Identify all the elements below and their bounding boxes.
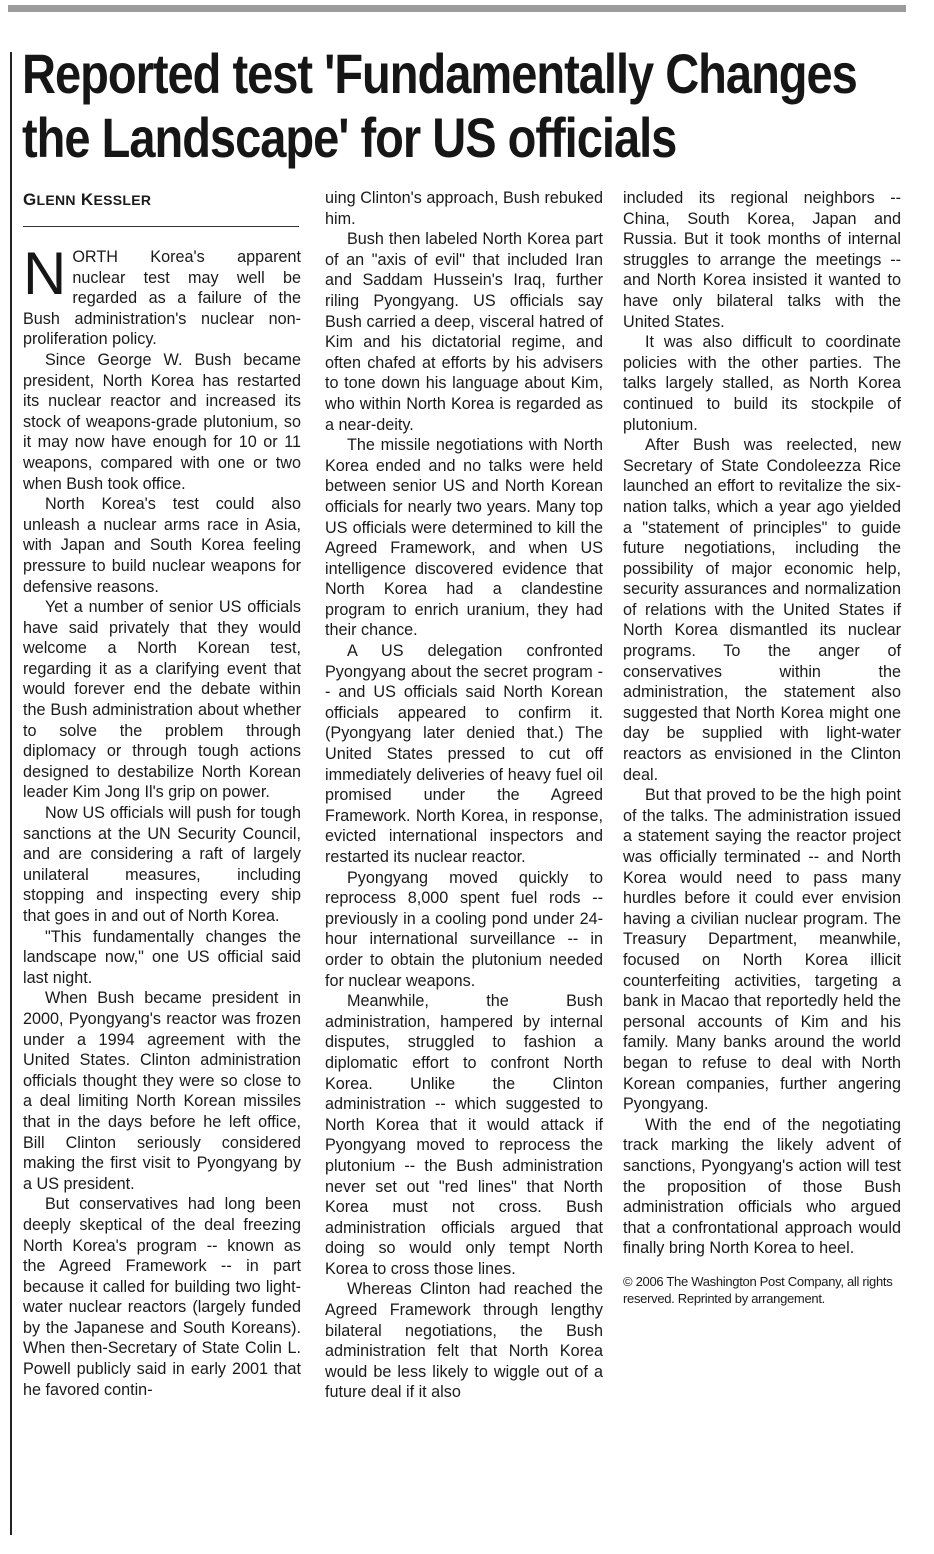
paragraph: Whereas Clinton had reached the Agreed Framework through lengthy bilateral negotiations, the Bush administration felt that North Korea would be less likely to wiggle out of a future deal if it also [325,1280,603,1402]
paragraph: "This fundamentally changes the landscape now," one US official said last night. [23,927,301,987]
left-column-rule [10,52,12,1535]
byline-last-rest: ESSLER [93,192,152,208]
paragraph: North Korea's test could also unleash a nuclear arms race in Asia, with Japan and South Korea feeling pressure to build nuclear weapons for defensive reasons. [23,495,301,596]
paragraph-text: ORTH Korea's apparent nuclear test may well be regarded as a failure of the Bush administration's nuclear non-proliferation policy. [23,248,301,349]
byline-last-initial: K [80,190,94,209]
paragraph: Now US officials will push for tough sanctions at the UN Security Council, and are considering a raft of largely unilateral measures, including stopping and inspecting every ship that goes in and out of North Korea. [23,804,301,925]
paragraph: Yet a number of senior US officials have said privately that they would welcome a North Korean test, regarding it as a clarifying event that would forever end the debate within the Bush administration about whether to solve the problem through diplomacy or through tough actions designed to destabilize North Korean leader Kim Jong Il's grip on power. [23,598,301,802]
top-border-bar [8,5,906,12]
article-column-2 [325,188,603,1403]
headline-line-2: the Landscape' for US officials [22,106,677,169]
paragraph: But conservatives had long been deeply skeptical of the deal freezing North Korea's program -- known as the Agreed Framework -- in part because it called for building two light-water nuclear reactors (largely funded by the Japanese and South Koreans). When then-Secretary of State Colin L. Powell publicly said in early 2001 that he favored contin- [23,1195,301,1399]
paragraph: Pyongyang moved quickly to reprocess 8,000 spent fuel rods -- previously in a cooling pond under 24-hour international surveillance -- in order to obtain the plutonium needed for nuclear weapons. [325,868,603,990]
paragraph: uing Clinton's approach, Bush rebuked him. [325,189,603,228]
paragraph: With the end of the negotiating track marking the likely advent of sanctions, Pyongyang's action will test the proposition of those Bush administration officials who argued that a confrontational approach would finally bring North Korea to heel. [623,1115,901,1258]
article-column-1 [23,240,301,1400]
paragraph: Bush then labeled North Korea part of an "axis of evil" that included Iran and Saddam Hussein's Iraq, further riling Pyongyang. US officials say Bush carried a deep, visceral hatred of Kim and his dictatorial regime, and often chafed at efforts by his advisers to tone down his language about Kim, who within North Korea is regarded as a near-deity. [325,230,603,434]
paragraph: When Bush became president in 2000, Pyongyang's reactor was frozen under a 1994 agreement with the United States. Clinton administration officials thought they were so close to a deal limiting North Korean missiles that in the days before he left office, Bill Clinton seriously considered making the first visit to Pyongyang by a US president. [23,989,301,1193]
paragraph: A US delegation confronted Pyongyang about the secret program -- and US officials said North Korean officials appeared to confirm it. (Pyongyang later denied that.) The United States pressed to cut off immediately deliveries of heavy fuel oil promised under the Agreed Framework. North Korea, in response, evicted international inspectors and restarted its nuclear reactor. [325,642,603,866]
drop-cap: N [23,240,67,307]
byline [23,190,151,210]
paragraph: included its regional neighbors -- China, South Korea, Japan and Russia. But it took months of internal struggles to arrange the meetings -- and North Korea insisted it wanted to have only bilateral talks with the United States. [623,189,901,331]
headline [22,42,857,170]
headline-line-1: Reported test 'Fundamentally Changes [22,42,857,105]
paragraph: After Bush was reelected, new Secretary of State Condoleezza Rice launched an effort to revitalize the six-nation talks, which a year ago yielded a "statement of principles" to guide future negotiations, including the possibility of major economic help, security assurances and normalization of relations with the United States if North Korea dismantled its nuclear programs. To the anger of conservatives within the administration, the statement also suggested that North Korea might one day be supplied with light-water reactors as envisioned in the Clinton deal. [623,436,901,784]
paragraph: Since George W. Bush became president, North Korea has restarted its nuclear reactor and increased its stock of weapons-grade plutonium, so it may now have enough for 10 or 11 weapons, compared with one or two when Bush took office. [23,350,301,493]
byline-rule [23,226,299,227]
paragraph: It was also difficult to coordinate policies with the other parties. The talks largely stalled, as North Korea continued to build its stockpile of plutonium. [623,333,901,434]
copyright-notice: © 2006 The Washington Post Company, all rights reserved. Reprinted by arrangement. [623,1273,893,1306]
paragraph: The missile negotiations with North Korea ended and no talks were held between senior US and North Korean officials for nearly two years. Many top US officials were determined to kill the Agreed Framework, and when US intelligence discovered evidence that North Korea had a clandestine program to enrich uranium, they had their chance. [325,436,603,640]
byline-first-initial: G [23,190,37,209]
paragraph [23,240,301,350]
paragraph: But that proved to be the high point of the talks. The administration issued a statement saying the reactor project was officially terminated -- and North Korea would need to pass many hurdles before it could ever envision having a civilian nuclear program. The Treasury Department, meanwhile, focused on North Korea illicit counterfeiting activities, targeting a bank in Macao that reportedly held the personal accounts of Kim and his family. Many banks around the world began to refuse to deal with North Korean companies, further angering Pyongyang. [623,786,901,1114]
article-column-3 [623,188,901,1307]
paragraph: Meanwhile, the Bush administration, hampered by internal disputes, struggled to fashion a diplomatic effort to confront North Korea. Unlike the Clinton administration -- which suggested to North Korea that it would attack if Pyongyang moved to reprocess the plutonium -- the Bush administration never set out "red lines" that North Korea must not cross. Bush administration officials argued that doing so would only tempt North Korea to cross those lines. [325,992,603,1278]
byline-first-rest: LENN [36,192,76,208]
